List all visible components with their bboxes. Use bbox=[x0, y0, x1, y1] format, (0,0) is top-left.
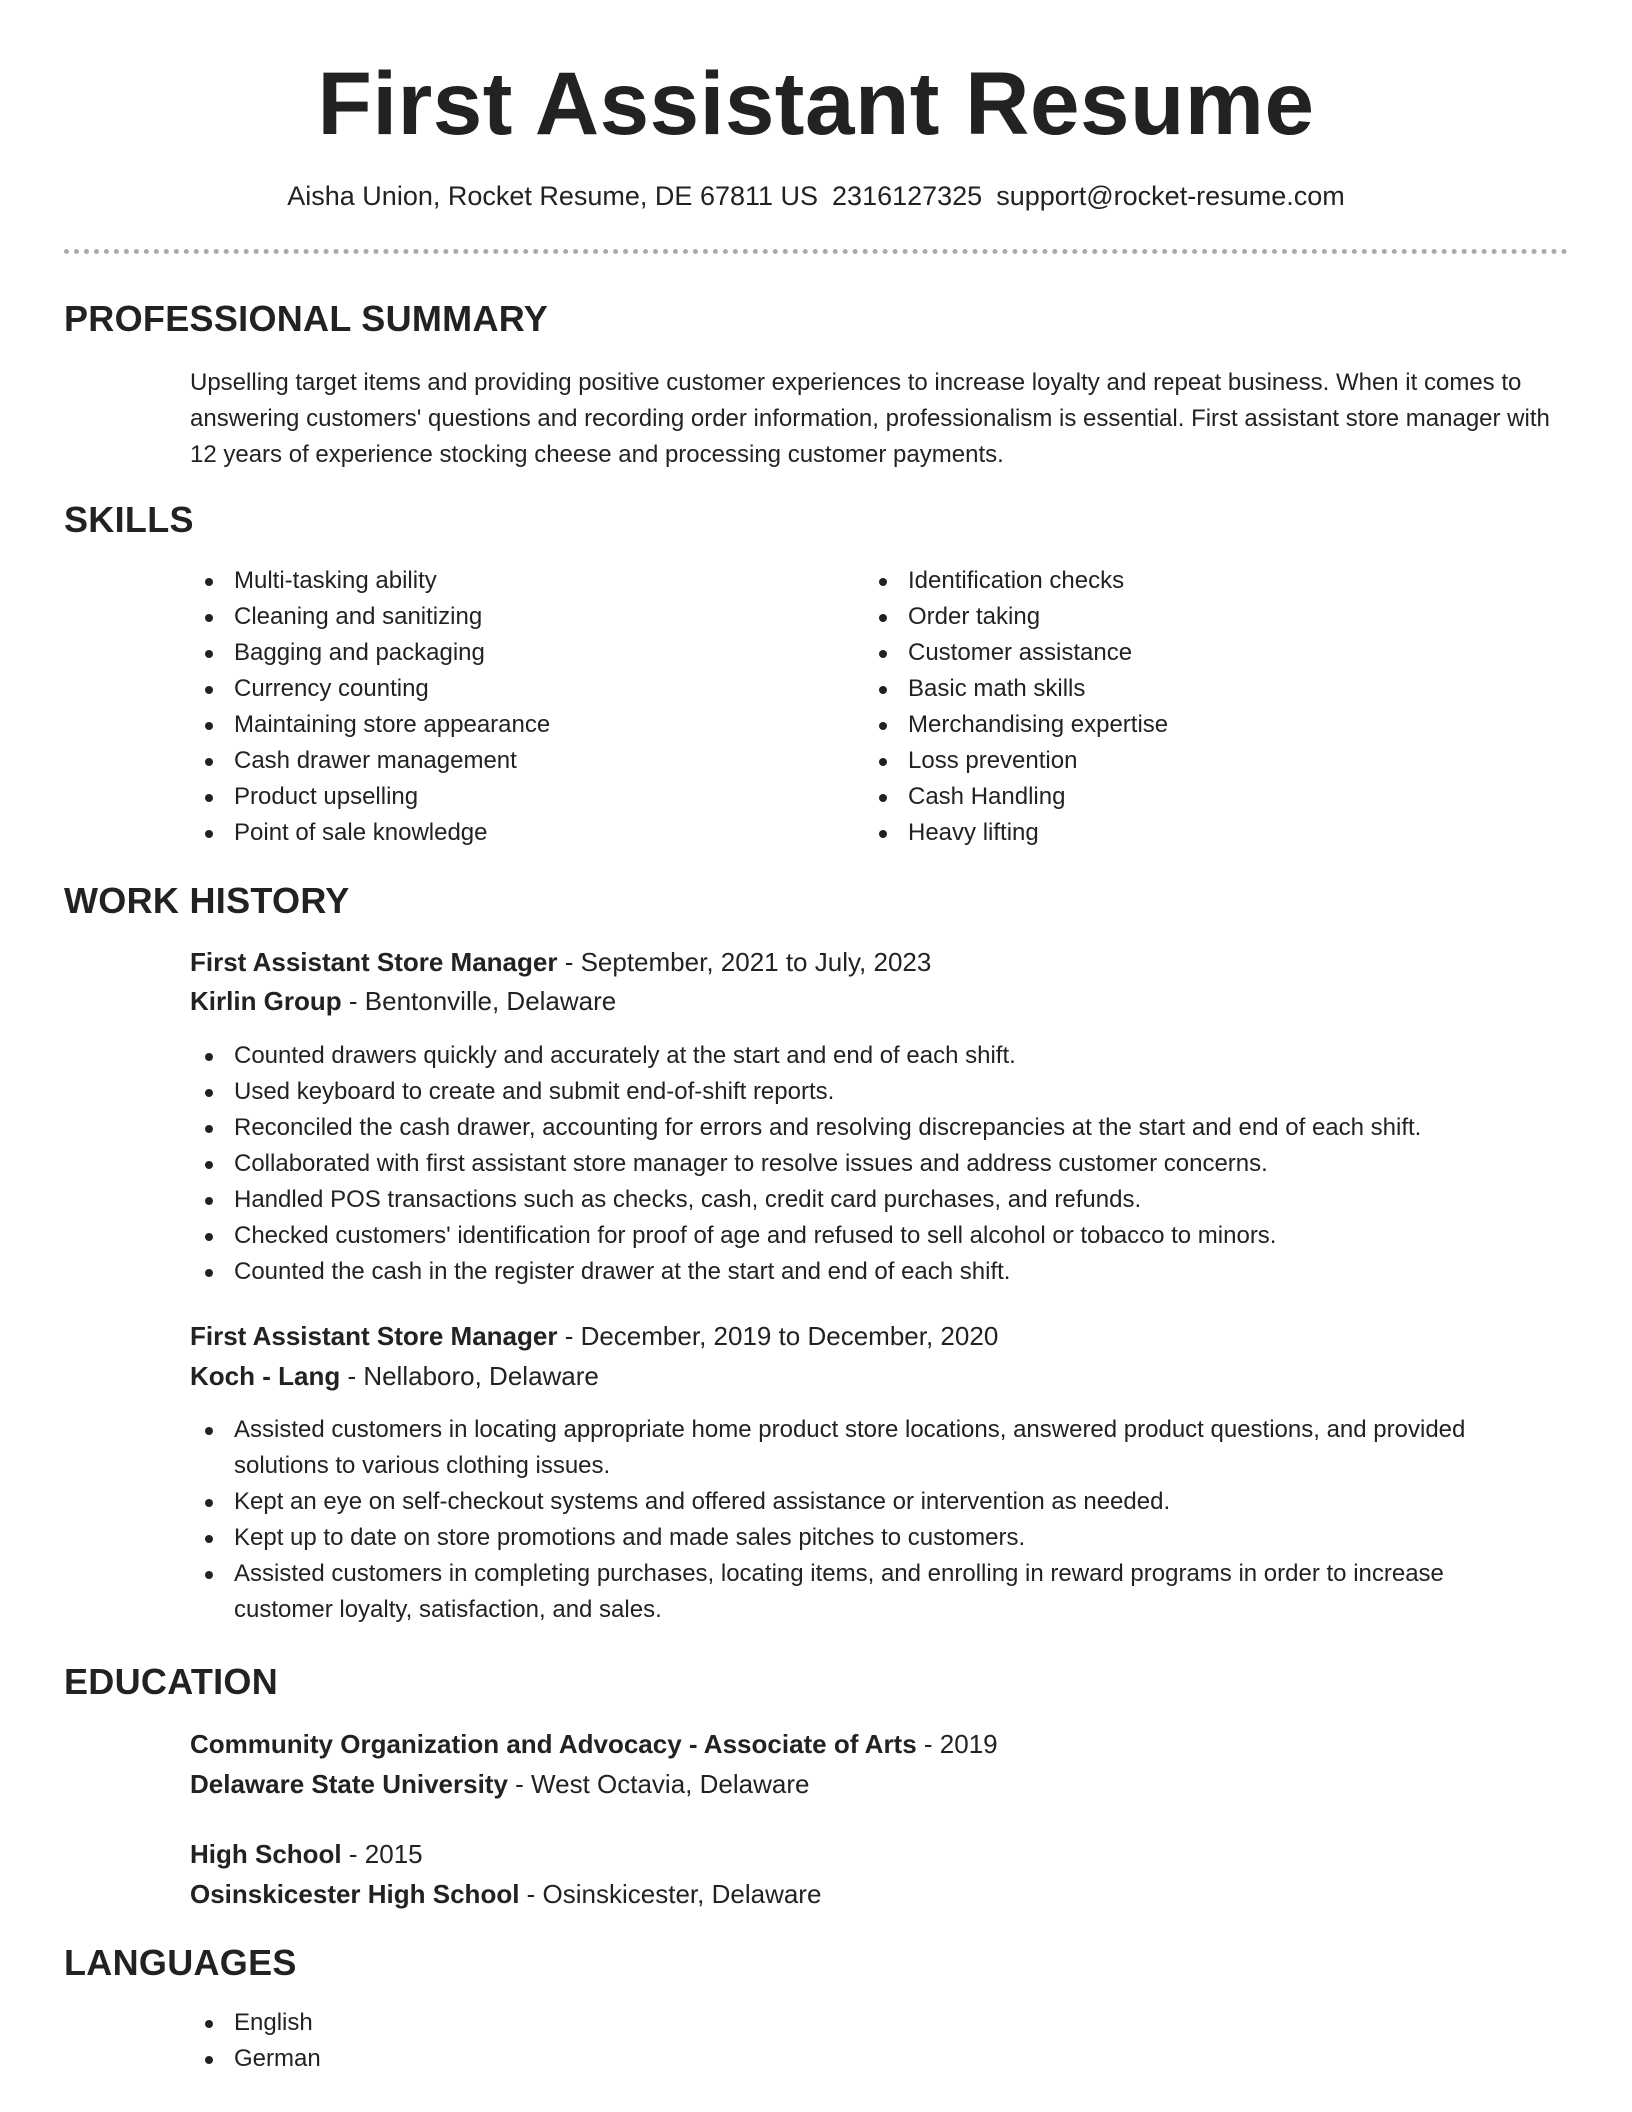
job-bullet: Assisted customers in completing purchases, locating items, and enrolling in reward programs in order to increase customer loyalty, satisfaction, and sales. bbox=[190, 1556, 1530, 1628]
resume-title: First Assistant Resume bbox=[317, 53, 1315, 153]
language-item: German bbox=[190, 2041, 790, 2077]
skill-item: Heavy lifting bbox=[864, 815, 1484, 851]
education-degree: High School bbox=[190, 1839, 342, 1869]
skills-list-left bbox=[190, 563, 810, 851]
skill-item: Currency counting bbox=[190, 671, 810, 707]
job-title-line bbox=[190, 947, 931, 978]
skill-item: Cash Handling bbox=[864, 779, 1484, 815]
job-bullet: Reconciled the cash drawer, accounting for errors and resolving discrepancies at the start and end of each shift. bbox=[190, 1110, 1570, 1146]
languages-heading: LANGUAGES bbox=[64, 1942, 297, 1983]
job-company: Koch - Lang bbox=[190, 1361, 341, 1391]
education-school-line bbox=[190, 1879, 821, 1910]
skill-item: Product upselling bbox=[190, 779, 810, 815]
job-company-line bbox=[190, 986, 616, 1017]
job-bullet: Assisted customers in locating appropriate home product store locations, answered product questions, and provided solutions to various clothing issues. bbox=[190, 1412, 1530, 1484]
job-company-line bbox=[190, 1361, 599, 1392]
skill-item: Maintaining store appearance bbox=[190, 707, 810, 743]
job-bullet: Handled POS transactions such as checks, cash, credit card purchases, and refunds. bbox=[190, 1182, 1570, 1218]
header-divider bbox=[64, 249, 1568, 254]
languages-list bbox=[190, 2005, 790, 2077]
contact-phone: 2316127325 bbox=[832, 181, 983, 211]
job-bullet: Used keyboard to create and submit end-of-shift reports. bbox=[190, 1074, 1570, 1110]
job-bullet: Kept up to date on store promotions and made sales pitches to customers. bbox=[190, 1520, 1530, 1556]
skill-item: Basic math skills bbox=[864, 671, 1484, 707]
education-location: - West Octavia, Delaware bbox=[507, 1769, 810, 1799]
skills-heading: SKILLS bbox=[64, 499, 194, 540]
education-degree-line bbox=[190, 1839, 423, 1870]
skill-item: Cash drawer management bbox=[190, 743, 810, 779]
contact-line bbox=[0, 181, 1632, 212]
skill-item: Bagging and packaging bbox=[190, 635, 810, 671]
job-bullet: Collaborated with first assistant store manager to resolve issues and address customer concerns. bbox=[190, 1146, 1570, 1182]
work-history-heading: WORK HISTORY bbox=[64, 880, 350, 921]
job-title-line bbox=[190, 1321, 998, 1352]
skill-item: Merchandising expertise bbox=[864, 707, 1484, 743]
job-bullet: Counted drawers quickly and accurately at the start and end of each shift. bbox=[190, 1038, 1570, 1074]
job-title: First Assistant Store Manager bbox=[190, 1321, 558, 1351]
summary-text: Upselling target items and providing positive customer experiences to increase loyalty and repeat business. When it comes to answering customers' questions and recording order information, professionalism is essential. First assistant store manager with 12 years of experience stocking cheese and processing customer payments. bbox=[190, 369, 1550, 468]
skill-item: Loss prevention bbox=[864, 743, 1484, 779]
job-location: - Nellaboro, Delaware bbox=[340, 1361, 599, 1391]
job-title: First Assistant Store Manager bbox=[190, 947, 558, 977]
job-bullets bbox=[190, 1412, 1530, 1628]
skill-item: Order taking bbox=[864, 599, 1484, 635]
summary-heading: PROFESSIONAL SUMMARY bbox=[64, 298, 549, 339]
job-bullet: Counted the cash in the register drawer at the start and end of each shift. bbox=[190, 1254, 1570, 1290]
job-dates: - September, 2021 to July, 2023 bbox=[557, 947, 932, 977]
skill-item: Customer assistance bbox=[864, 635, 1484, 671]
education-year: - 2015 bbox=[341, 1839, 423, 1869]
contact-address: Aisha Union, Rocket Resume, DE 67811 US bbox=[287, 181, 819, 211]
education-year: - 2019 bbox=[916, 1729, 998, 1759]
job-bullet: Kept an eye on self-checkout systems and offered assistance or intervention as needed. bbox=[190, 1484, 1530, 1520]
education-heading: EDUCATION bbox=[64, 1661, 279, 1702]
job-company: Kirlin Group bbox=[190, 986, 342, 1016]
skill-item: Cleaning and sanitizing bbox=[190, 599, 810, 635]
job-location: - Bentonville, Delaware bbox=[341, 986, 617, 1016]
education-location: - Osinskicester, Delaware bbox=[519, 1879, 822, 1909]
education-school: Osinskicester High School bbox=[190, 1879, 520, 1909]
education-school: Delaware State University bbox=[190, 1769, 508, 1799]
skill-item: Identification checks bbox=[864, 563, 1484, 599]
education-school-line bbox=[190, 1769, 809, 1800]
job-bullet: Checked customers' identification for proof of age and refused to sell alcohol or tobacco to minors. bbox=[190, 1218, 1570, 1254]
education-degree: Community Organization and Advocacy - Associate of Arts bbox=[190, 1729, 917, 1759]
education-degree-line bbox=[190, 1729, 998, 1760]
language-item: English bbox=[190, 2005, 790, 2041]
job-dates: - December, 2019 to December, 2020 bbox=[557, 1321, 999, 1351]
skill-item: Multi-tasking ability bbox=[190, 563, 810, 599]
skills-list-right bbox=[864, 563, 1484, 851]
job-bullets bbox=[190, 1038, 1570, 1290]
contact-email[interactable]: support@rocket-resume.com bbox=[996, 181, 1345, 211]
skill-item: Point of sale knowledge bbox=[190, 815, 810, 851]
